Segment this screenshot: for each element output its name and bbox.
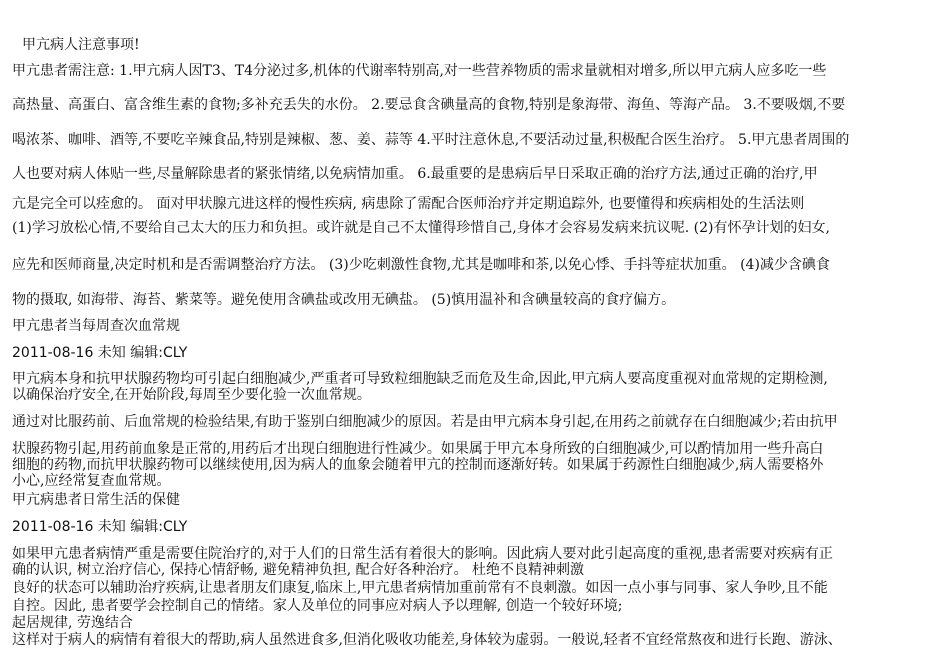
paragraph-line: 高热量、高蛋白、富含维生素的食物;多补充丢失的水份。 2.要忌食含碘量高的食物,特别是象海带、海鱼、等海产品。 3.不要吸烟,不要 <box>12 97 846 113</box>
section-heading: 甲亢患者当每周查次血常规 <box>12 318 180 334</box>
paragraph-line: 如果甲亢患者病情严重是需要住院治疗的,对于人们的日常生活有着很大的影响。因此病人要对此引起高度的重视,患者需要对疾病有正 <box>12 546 833 562</box>
paragraph-line: 应先和医师商量,决定时机和是否需调整治疗方法。 (3)少吃刺激性食物,尤其是咖啡和茶,以免心悸、手抖等症状加重。 (4)减少含碘食 <box>12 257 830 273</box>
section-heading: 甲亢病患者日常生活的保健 <box>12 492 180 508</box>
article-meta: 2011-08-16 未知 编辑:CLY <box>12 345 188 361</box>
paragraph-line: 甲亢病本身和抗甲状腺药物均可引起白细胞减少,严重者可导致粒细胞缺乏而危及生命,因此,甲亢病人要高度重视对血常规的定期检测, <box>12 371 828 387</box>
paragraph-line: 甲亢患者需注意: 1.甲亢病人因T3、T4分泌过多,机体的代谢率特别高,对一些营养物质的需求量就相对增多,所以甲亢病人应多吃一些 <box>12 63 827 79</box>
paragraph-line: 细胞的药物,而抗甲状腺药物可以继续使用,因为病人的血象会随着甲亢的控制而逐渐好转。如果属于药源性白细胞减少,病人需要格外 <box>12 457 824 473</box>
paragraph-line: 起居规律, 劳逸结合 <box>12 615 133 631</box>
paragraph-line: 这样对于病人的病情有着很大的帮助,病人虽然进食多,但消化吸收功能差,身体较为虚弱。一般说,轻者不宜经常熬夜和进行长跑、游泳、 <box>12 632 842 648</box>
paragraph-line: (1)学习放松心情,不要给自己太大的压力和负担。或许就是自己不太懂得珍惜自己,身体才会容易发病来抗议呢. (2)有怀孕计划的妇女, <box>12 220 830 236</box>
paragraph-line: 小心,应经常复查血常规。 <box>12 473 171 489</box>
paragraph-line: 通过对比服药前、后血常规的检验结果,有助于鉴别白细胞减少的原因。若是由甲亢病本身引起,在用药之前就存在白细胞减少;若由抗甲 <box>12 414 838 430</box>
paragraph-line: 良好的状态可以辅助治疗疾病,让患者朋友们康复,临床上,甲亢患者病情加重前常有不良刺激。如因一点小事与同事、家人争吵,且不能 <box>12 580 828 596</box>
doc-title: 甲亢病人注意事项! <box>22 37 140 53</box>
paragraph-line: 亢是完全可以痊愈的。 面对甲状腺亢进这样的慢性疾病, 病患除了需配合医师治疗并定期追踪外, 也要懂得和疾病相处的生活法则 <box>12 196 805 212</box>
paragraph-line: 确的认识, 树立治疗信心, 保持心情舒畅, 避免精神负担, 配合好各种治疗。 杜绝不良精神刺激 <box>12 562 585 578</box>
paragraph-line: 喝浓茶、咖啡、酒等,不要吃辛辣食品,特别是辣椒、葱、姜、蒜等 4.平时注意休息,不要活动过量,积极配合医生治疗。 5.甲亢患者周围的 <box>12 132 850 148</box>
paragraph-line: 状腺药物引起,用药前血象是正常的,用药后才出现白细胞进行性减少。如果属于甲亢本身所致的白细胞减少,可以酌情加用一些升高白 <box>12 441 824 457</box>
paragraph-line: 自控。因此, 患者要学会控制自己的情绪。家人及单位的同事应对病人予以理解, 创造一个较好环境; <box>12 598 623 614</box>
paragraph-line: 人也要对病人体贴一些,尽量解除患者的紧张情绪,以免病情加重。 6.最重要的是患病后早日采取正确的治疗方法,通过正确的治疗,甲 <box>12 166 818 182</box>
article-meta: 2011-08-16 未知 编辑:CLY <box>12 519 188 535</box>
paragraph-line: 物的摄取, 如海带、海苔、紫菜等。避免使用含碘盐或改用无碘盐。 (5)慎用温补和含碘量较高的食疗偏方。 <box>12 292 676 308</box>
paragraph-line: 以确保治疗安全,在开始阶段,每周至少要化验一次血常规。 <box>12 387 371 403</box>
